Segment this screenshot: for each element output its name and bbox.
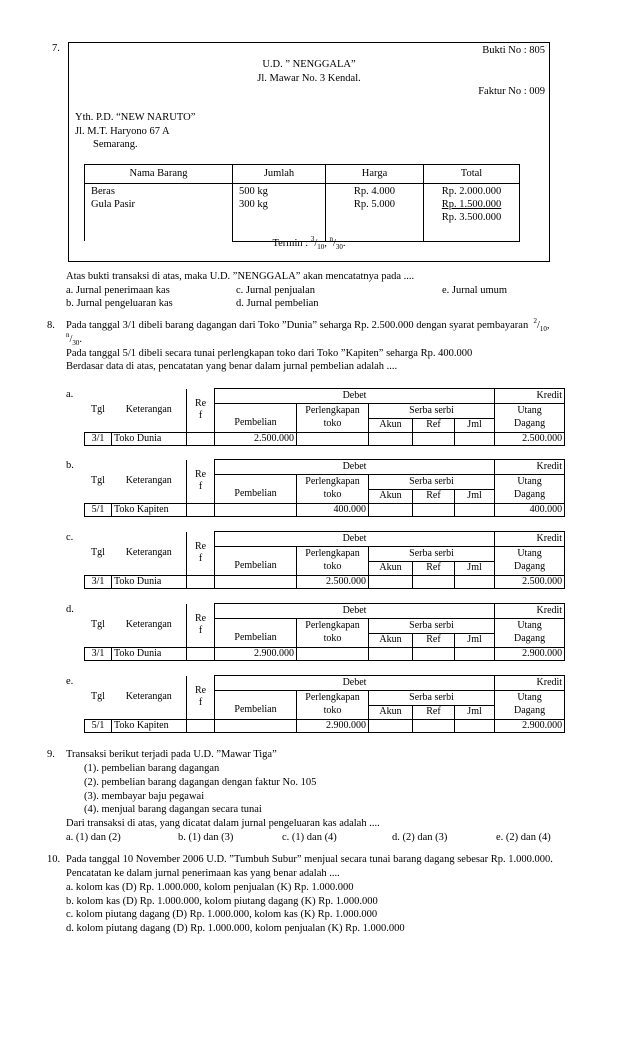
invoice-grand-total: Rp. 3.500.000 <box>441 212 502 224</box>
q8-header-kredit: Kredit <box>495 460 565 475</box>
q8-header-pembelian: Pembelian <box>215 547 297 576</box>
q8-header-serba-serbi: Serba serbi <box>369 404 495 419</box>
q8-header-keterangan: Keterangan <box>125 474 172 486</box>
q7-option-c[interactable]: c. Jurnal penjualan <box>236 285 316 296</box>
invoice-recipient: Yth. P.D. “NEW NARUTO” <box>75 112 196 123</box>
invoice-item-qty: 500 kg <box>239 186 268 197</box>
q8-header-keterangan: Keterangan <box>125 690 172 702</box>
q8-cell-ref <box>187 647 215 661</box>
q9-item: (2). pembelian barang dagangan dengan faktur No. 105 <box>84 777 317 788</box>
invoice-item-total: Rp. 1.500.000 <box>441 199 502 211</box>
question-10-line1: Pada tanggal 10 November 2006 U.D. ”Tumbuh Subur” menjual secara tunai barang dagang sebesar Rp. 1.000.000. <box>66 854 553 865</box>
invoice-recipient-address: Jl. M.T. Haryono 67 A <box>75 126 170 137</box>
q8-cell-keterangan: Toko Dunia <box>112 575 187 589</box>
q9-option-e[interactable]: e. (2) dan (4) <box>496 832 551 843</box>
q8-header-ref2: Ref <box>413 706 455 720</box>
q8-header-utang-dagang: Utang Dagang <box>495 547 565 576</box>
q8-cell-jml <box>455 432 495 446</box>
table-row <box>85 647 565 661</box>
question-8-line1-cont: $^n/_{30}$. <box>66 331 83 348</box>
q8-cell-ref <box>187 575 215 589</box>
invoice-item-name: Gula Pasir <box>91 199 136 211</box>
invoice-termin: Termin : $^3/_{10}$, $^n/_{30}$. <box>272 235 346 252</box>
q8-header-pembelian: Pembelian <box>215 619 297 648</box>
q8-header-jml: Jml <box>455 706 495 720</box>
q8-header-debet: Debet <box>215 389 495 404</box>
q8-header-jml: Jml <box>455 562 495 576</box>
q7-option-a[interactable]: a. Jurnal penerimaan kas <box>66 285 170 296</box>
q8-header-keterangan: Keterangan <box>125 403 172 415</box>
q8-cell-kredit: 2.900.000 <box>495 719 565 733</box>
q8-cell-keterangan: Toko Kapiten <box>112 503 187 517</box>
q8-cell-ref <box>187 432 215 446</box>
q8-header-kredit: Kredit <box>495 676 565 691</box>
q8-header-utang-dagang: Utang Dagang <box>495 475 565 504</box>
table-row <box>85 432 565 446</box>
q8-header-jml: Jml <box>455 490 495 504</box>
q8-header-jml: Jml <box>455 634 495 648</box>
q7-option-e[interactable]: e. Jurnal umum <box>442 285 508 296</box>
q8-header-pembelian: Pembelian <box>215 404 297 433</box>
invoice-box <box>68 42 550 262</box>
invoice-header-jumlah: Jumlah <box>233 165 326 184</box>
question-10-number: 10. <box>47 854 61 865</box>
q8-cell-akun <box>369 575 413 589</box>
q8-header-pembelian: Pembelian <box>215 691 297 720</box>
q8-header-ref2: Ref <box>413 634 455 648</box>
q8-cell-ref2 <box>413 503 455 517</box>
q8-header-ref2: Ref <box>413 490 455 504</box>
q9-option-a[interactable]: a. (1) dan (2) <box>66 832 121 843</box>
q8-header-utang-dagang: Utang Dagang <box>495 404 565 433</box>
q8-journal-table[interactable] <box>84 531 565 589</box>
q8-header-tgl: Tgl <box>91 546 105 558</box>
q8-header-perlengkapan: Perlengkapan toko <box>297 475 369 504</box>
q8-header-tgl: Tgl <box>91 474 105 486</box>
question-8-line3: Berdasar data di atas, pencatatan yang benar dalam jurnal pembelian adalah .... <box>66 361 398 372</box>
q8-header-tgl: Tgl <box>91 690 105 702</box>
q8-header-akun: Akun <box>369 490 413 504</box>
q10-option-a[interactable]: a. kolom kas (D) Rp. 1.000.000, kolom penjualan (K) Rp. 1.000.000 <box>66 882 354 893</box>
q8-header-serba-serbi: Serba serbi <box>369 619 495 634</box>
q8-cell-ref2 <box>413 719 455 733</box>
q8-header-akun: Akun <box>369 562 413 576</box>
q7-option-d[interactable]: d. Jurnal pembelian <box>236 298 319 309</box>
q8-cell-tgl: 5/1 <box>85 503 112 517</box>
q8-cell-tgl: 5/1 <box>85 719 112 733</box>
q9-option-d[interactable]: d. (2) dan (3) <box>392 832 448 843</box>
q8-cell-keterangan: Toko Kapiten <box>112 719 187 733</box>
q8-header-keterangan: Keterangan <box>125 618 172 630</box>
table-row <box>85 503 565 517</box>
q8-cell-ref <box>187 719 215 733</box>
table-row <box>85 575 565 589</box>
q8-header-serba-serbi: Serba serbi <box>369 475 495 490</box>
q8-cell-jml <box>455 503 495 517</box>
q8-header-serba-serbi: Serba serbi <box>369 547 495 562</box>
q8-cell-ref <box>187 503 215 517</box>
q8-cell-perlengkapan: 2.900.000 <box>297 719 369 733</box>
q9-option-c[interactable]: c. (1) dan (4) <box>282 832 337 843</box>
question-9-text: Dari transaksi di atas, yang dicatat dalam jurnal pengeluaran kas adalah .... <box>66 818 380 829</box>
q8-cell-jml <box>455 647 495 661</box>
q8-cell-pembelian: 2.500.000 <box>215 432 297 446</box>
q9-item: (4). menjual barang dagangan secara tunai <box>84 804 262 815</box>
q8-cell-keterangan: Toko Dunia <box>112 647 187 661</box>
q10-option-d[interactable]: d. kolom piutang dagang (D) Rp. 1.000.000, kolom penjualan (K) Rp. 1.000.000 <box>66 923 405 934</box>
q9-item: (3). membayar baju pegawai <box>84 791 205 802</box>
q8-header-debet: Debet <box>215 604 495 619</box>
q8-header-utang-dagang: Utang Dagang <box>495 619 565 648</box>
q8-cell-keterangan: Toko Dunia <box>112 432 187 446</box>
invoice-recipient-city: Semarang. <box>93 139 138 150</box>
invoice-item-price: Rp. 5.000 <box>353 199 396 211</box>
q8-cell-akun <box>369 432 413 446</box>
q8-header-ref: Re f <box>187 604 215 648</box>
q8-header-perlengkapan: Perlengkapan toko <box>297 691 369 720</box>
q8-option-letter[interactable]: e. <box>66 676 74 687</box>
q8-cell-jml <box>455 575 495 589</box>
q8-header-perlengkapan: Perlengkapan toko <box>297 547 369 576</box>
q8-cell-perlengkapan <box>297 647 369 661</box>
q8-header-ref: Re f <box>187 676 215 720</box>
q8-journal-table[interactable] <box>84 603 565 661</box>
invoice-faktur-number: Faktur No : 009 <box>478 86 545 97</box>
q8-cell-tgl: 3/1 <box>85 432 112 446</box>
table-row <box>85 719 565 733</box>
q8-header-kredit: Kredit <box>495 604 565 619</box>
q8-header-ref2: Ref <box>413 562 455 576</box>
q8-journal-table[interactable] <box>84 675 565 733</box>
q8-cell-jml <box>455 719 495 733</box>
q8-cell-kredit: 2.500.000 <box>495 575 565 589</box>
q8-cell-kredit: 2.900.000 <box>495 647 565 661</box>
q8-header-keterangan: Keterangan <box>125 546 172 558</box>
question-10-line2: Pencatatan ke dalam jurnal penerimaan kas yang benar adalah .... <box>66 868 340 879</box>
q8-option-letter[interactable]: c. <box>66 532 74 543</box>
invoice-header-harga: Harga <box>326 165 424 184</box>
q8-cell-ref2 <box>413 432 455 446</box>
q8-cell-perlengkapan <box>297 432 369 446</box>
invoice-row <box>85 184 520 242</box>
invoice-header-total: Total <box>424 165 520 184</box>
q8-cell-akun <box>369 719 413 733</box>
q8-option-letter[interactable]: a. <box>66 389 74 400</box>
q8-header-tgl: Tgl <box>91 618 105 630</box>
q8-header-tgl: Tgl <box>91 403 105 415</box>
q8-option-letter[interactable]: d. <box>66 604 74 615</box>
q8-cell-akun <box>369 503 413 517</box>
q8-header-akun: Akun <box>369 634 413 648</box>
q8-header-pembelian: Pembelian <box>215 475 297 504</box>
invoice-table <box>84 164 520 242</box>
question-9-number: 9. <box>47 749 55 760</box>
q10-option-b[interactable]: b. kolom kas (D) Rp. 1.000.000, kolom piutang dagang (K) Rp. 1.000.000 <box>66 896 378 907</box>
q8-cell-ref2 <box>413 575 455 589</box>
q8-cell-tgl: 3/1 <box>85 575 112 589</box>
q8-header-akun: Akun <box>369 419 413 433</box>
q8-cell-pembelian <box>215 719 297 733</box>
invoice-company: U.D. ” NENGGALA” <box>262 59 356 70</box>
invoice-item-qty: 300 kg <box>239 199 268 211</box>
q8-cell-pembelian <box>215 503 297 517</box>
q8-header-akun: Akun <box>369 706 413 720</box>
q7-option-b[interactable]: b. Jurnal pengeluaran kas <box>66 298 173 309</box>
q8-option-letter[interactable]: b. <box>66 460 74 471</box>
q8-header-debet: Debet <box>215 676 495 691</box>
q8-header-ref2: Ref <box>413 419 455 433</box>
invoice-item-total: Rp. 2.000.000 <box>441 186 502 197</box>
q8-header-jml: Jml <box>455 419 495 433</box>
invoice-item-name: Beras <box>91 186 115 197</box>
q8-header-perlengkapan: Perlengkapan toko <box>297 619 369 648</box>
q8-header-kredit: Kredit <box>495 389 565 404</box>
question-9-intro: Transaksi berikut terjadi pada U.D. ”Mawar Tiga” <box>66 749 277 760</box>
invoice-header-nama: Nama Barang <box>85 165 233 184</box>
q8-header-debet: Debet <box>215 532 495 547</box>
q8-cell-akun <box>369 647 413 661</box>
q8-cell-pembelian: 2.900.000 <box>215 647 297 661</box>
q9-item: (1). pembelian barang dagangan <box>84 763 220 774</box>
q8-header-debet: Debet <box>215 460 495 475</box>
q8-header-serba-serbi: Serba serbi <box>369 691 495 706</box>
invoice-item-price: Rp. 4.000 <box>353 186 396 197</box>
q9-option-b[interactable]: b. (1) dan (3) <box>178 832 234 843</box>
q8-journal-table[interactable] <box>84 459 565 517</box>
q8-header-utang-dagang: Utang Dagang <box>495 691 565 720</box>
q8-header-ref: Re f <box>187 389 215 433</box>
invoice-address: Jl. Mawar No. 3 Kendal. <box>257 73 361 84</box>
invoice-bukti-number: Bukti No : 805 <box>482 45 545 56</box>
q8-journal-table[interactable] <box>84 388 565 446</box>
question-8-line2: Pada tanggal 5/1 dibeli secara tunai perlengkapan toko dari Toko ”Kapiten” seharga Rp. 400.000 <box>66 348 473 359</box>
q8-header-ref: Re f <box>187 532 215 576</box>
q8-cell-kredit: 400.000 <box>495 503 565 517</box>
question-7-text: Atas bukti transaksi di atas, maka U.D. ”NENGGALA” akan mencatatnya pada .... <box>66 271 415 282</box>
q8-header-kredit: Kredit <box>495 532 565 547</box>
q8-cell-perlengkapan: 400.000 <box>297 503 369 517</box>
q8-cell-pembelian <box>215 575 297 589</box>
q10-option-c[interactable]: c. kolom piutang dagang (D) Rp. 1.000.000, kolom kas (K) Rp. 1.000.000 <box>66 909 378 920</box>
q8-cell-perlengkapan: 2.500.000 <box>297 575 369 589</box>
q8-cell-kredit: 2.500.000 <box>495 432 565 446</box>
question-8-number: 8. <box>47 320 55 331</box>
question-7-number: 7. <box>52 43 60 54</box>
q8-cell-ref2 <box>413 647 455 661</box>
question-8-line1: Pada tanggal 3/1 dibeli barang dagangan dari Toko ”Dunia” seharga Rp. 2.500.000 dengan syarat pembayaran $^2/_{10}$, <box>66 317 550 334</box>
q8-header-perlengkapan: Perlengkapan toko <box>297 404 369 433</box>
q8-header-ref: Re f <box>187 460 215 504</box>
q8-cell-tgl: 3/1 <box>85 647 112 661</box>
